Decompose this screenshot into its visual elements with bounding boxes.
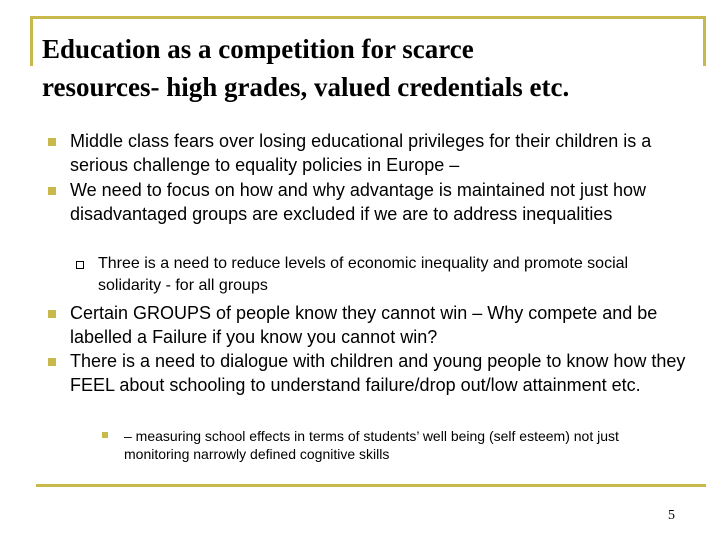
title-line-2: resources- high grades, valued credentials etc. xyxy=(42,72,570,102)
level3-bullet-item xyxy=(102,427,684,463)
bullet-item-3 xyxy=(48,302,700,349)
page-number: 5 xyxy=(668,508,675,523)
square-bullet-icon xyxy=(48,138,56,146)
square-bullet-icon xyxy=(48,310,56,318)
frame-bottom-rule xyxy=(36,484,706,487)
bullet-text-1: Middle class fears over losing educational privileges for their children is a serious challenge to equality policies in Europe – xyxy=(70,131,652,175)
small-square-bullet-icon xyxy=(102,432,108,438)
frame-left-rule xyxy=(30,16,33,66)
frame-right-rule xyxy=(703,16,706,66)
bullet-text-4: There is a need to dialogue with children and young people to know how they FEEL about schooling to understand failure/drop out/low attainment etc. xyxy=(70,351,686,395)
frame-top-rule xyxy=(30,16,706,19)
slide-title xyxy=(42,30,702,106)
bullet-item-4 xyxy=(48,350,700,397)
sub-bullet-text: Three is a need to reduce levels of economic inequality and promote social solidarity - for all groups xyxy=(98,255,629,294)
title-line-1: Education as a competition for scarce xyxy=(42,34,474,64)
square-bullet-icon xyxy=(48,358,56,366)
bullet-text-2: We need to focus on how and why advantage is maintained not just how disadvantaged groups are excluded if we are to address inequalities xyxy=(70,180,647,224)
level3-bullet-text: – measuring school effects in terms of students’ well being (self esteem) not just monitoring narrowly defined cognitive skills xyxy=(124,428,619,462)
bullet-item-2 xyxy=(48,179,700,226)
hollow-square-bullet-icon xyxy=(76,261,84,269)
bullet-item-1 xyxy=(48,130,700,177)
square-bullet-icon xyxy=(48,187,56,195)
bullet-text-3: Certain GROUPS of people know they cannot win – Why compete and be labelled a Failure if you know you cannot win? xyxy=(70,303,658,347)
sub-bullet-item xyxy=(76,253,688,297)
